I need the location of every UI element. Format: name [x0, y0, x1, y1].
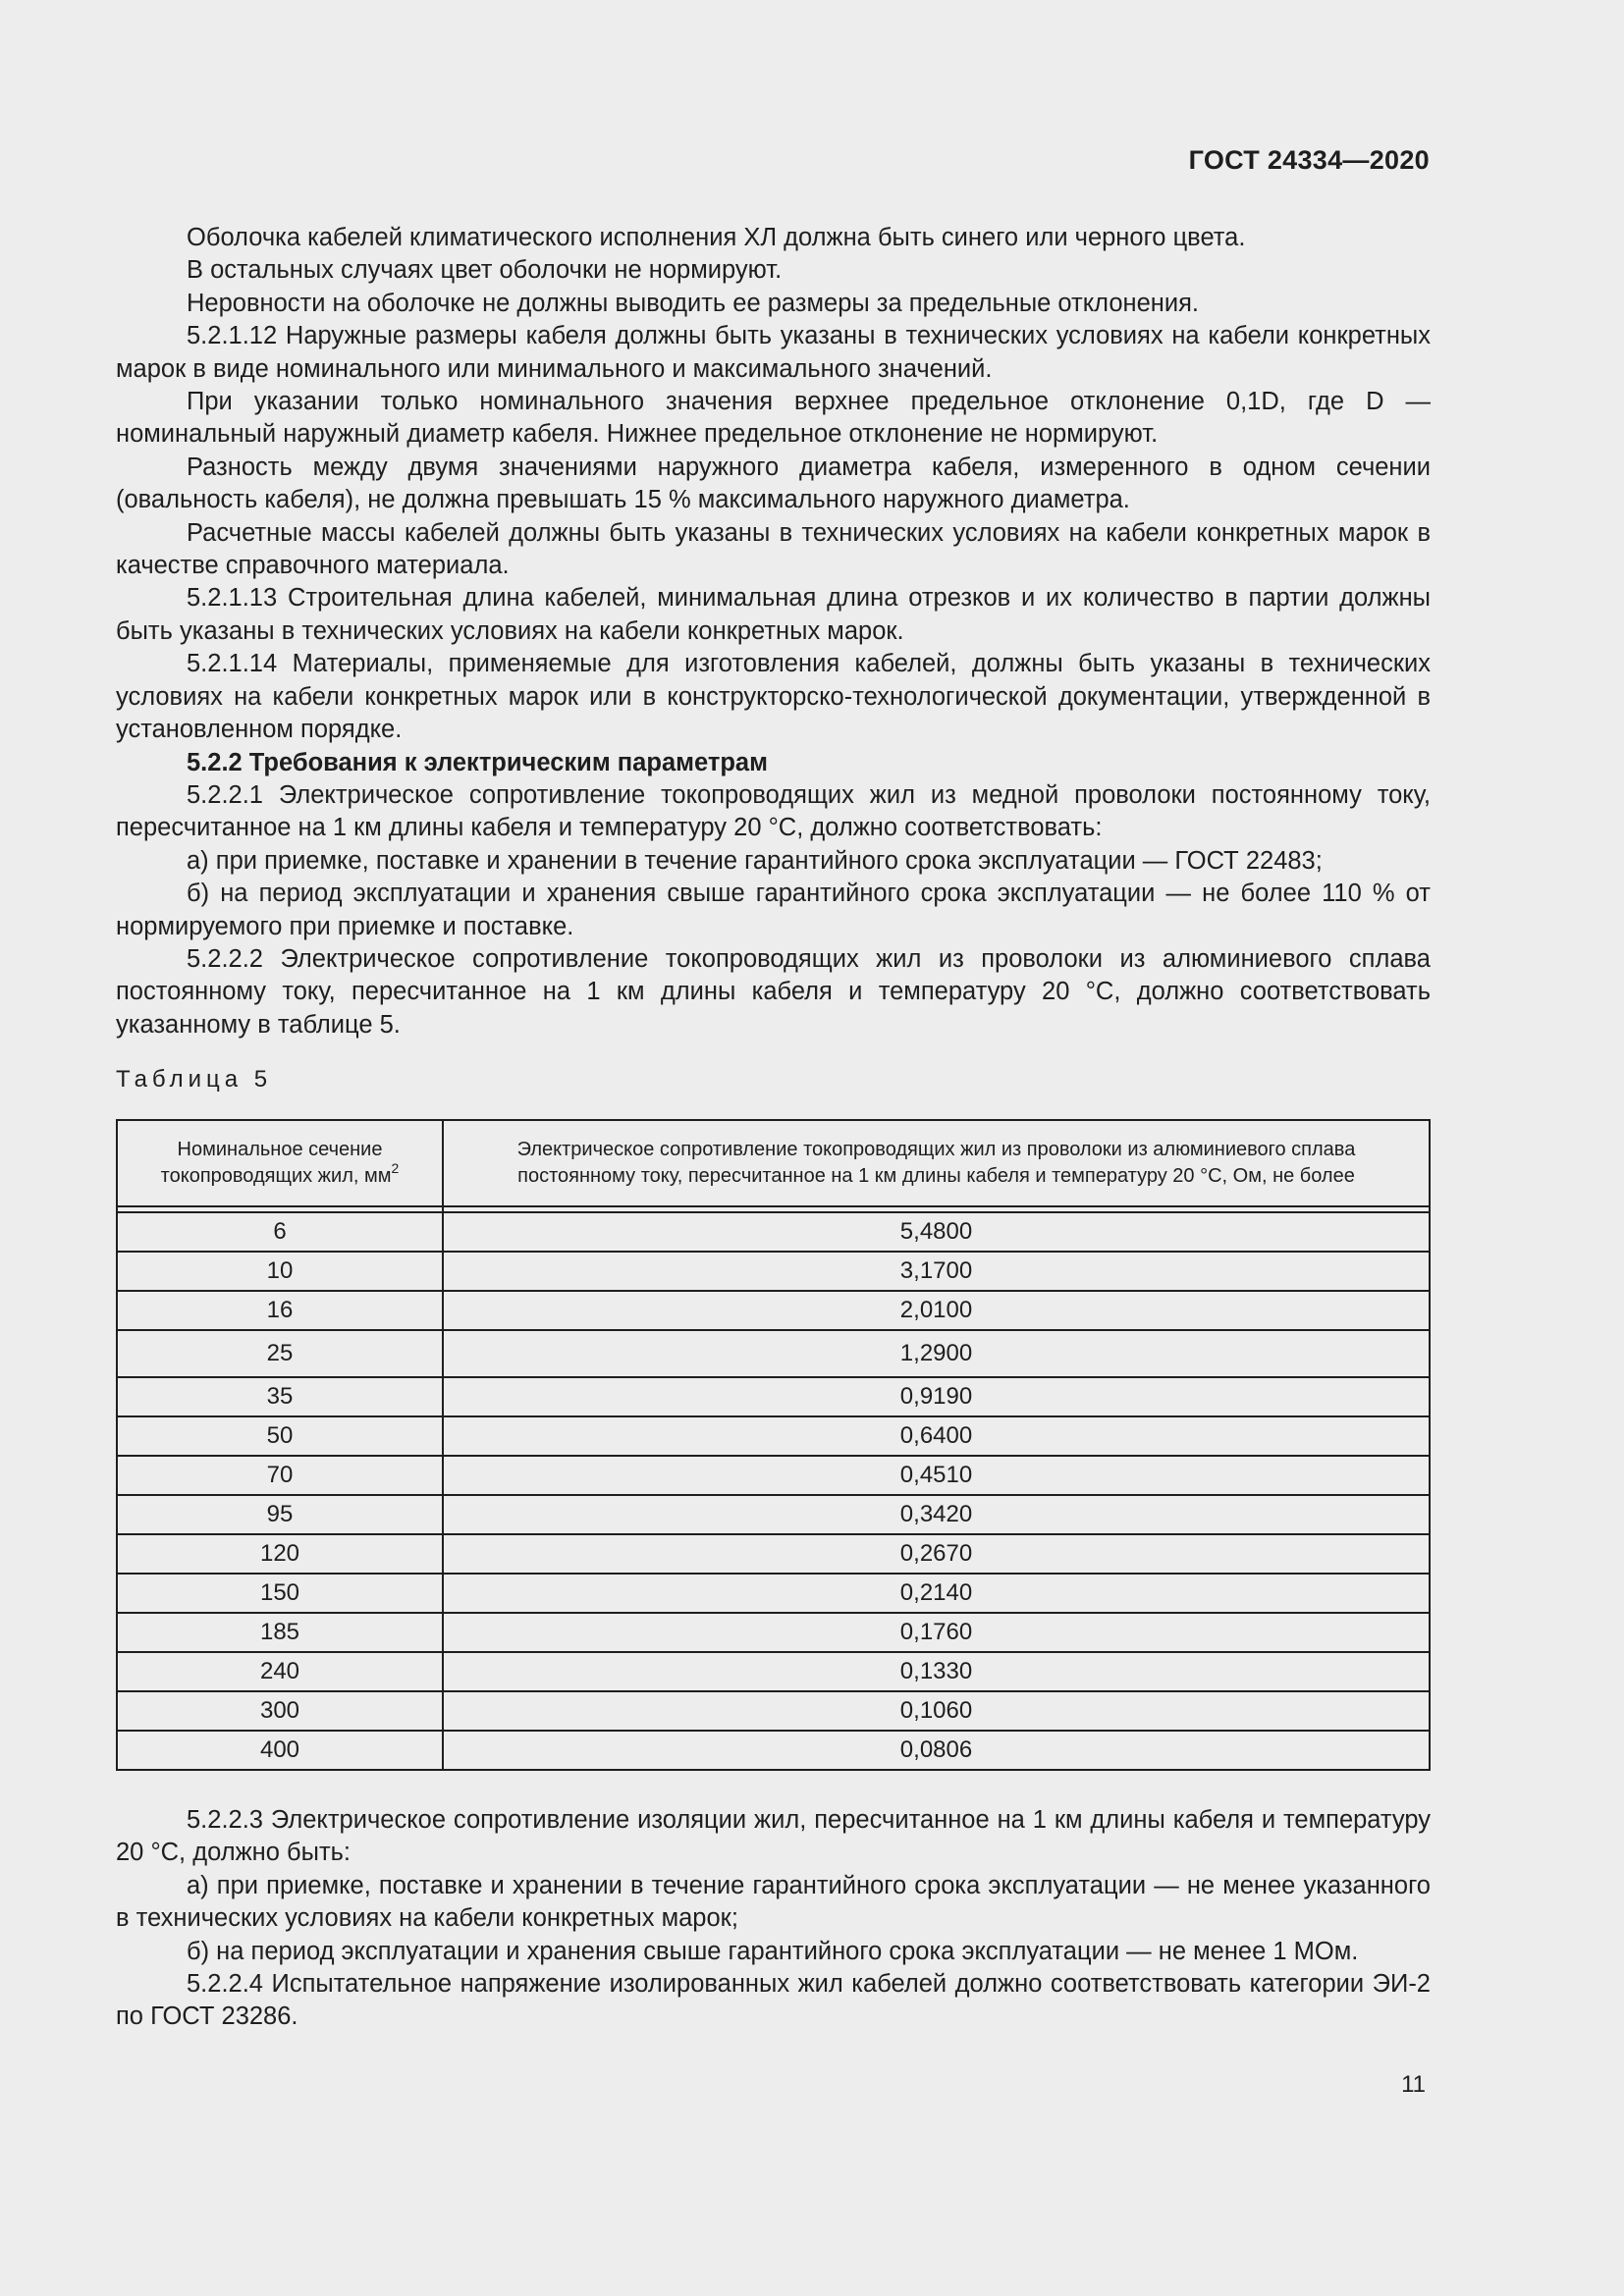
cross-section-cell: 400 [117, 1731, 443, 1770]
cross-section-cell: 120 [117, 1534, 443, 1574]
page-number: 11 [1401, 2071, 1426, 2098]
cross-section-cell: 150 [117, 1574, 443, 1613]
table-header-resistance: Электрическое сопротивление токопроводящих жил из проволоки из алюминиевого сплава постоянному току, пересчитанное на 1 км длины кабеля и температуру 20 °С, Ом, не более [443, 1120, 1430, 1206]
cross-section-cell: 10 [117, 1252, 443, 1291]
table-row [117, 1613, 1430, 1652]
paragraph: 5.2.2.3 Электрическое сопротивление изоляции жил, пересчитанное на 1 км длины кабеля и температуру 20 °С, должно быть: [116, 1806, 1431, 1867]
table-row [117, 1252, 1430, 1291]
cross-section-cell: 6 [117, 1212, 443, 1252]
resistance-cell: 2,0100 [443, 1291, 1430, 1330]
header-col1-text: Номинальное сечение токопроводящих жил, мм [160, 1139, 392, 1187]
paragraph: 5.2.2.2 Электрическое сопротивление токопроводящих жил из проволоки из алюминиевого сплава постоянному току, пересчитанное на 1 км длины кабеля и температуру 20 °С, должно соответствовать указанному в таблице 5. [116, 944, 1431, 1039]
cross-section-cell: 50 [117, 1416, 443, 1456]
table-row [117, 1416, 1430, 1456]
table-row [117, 1291, 1430, 1330]
resistance-cell: 0,1060 [443, 1691, 1430, 1731]
cross-section-cell: 35 [117, 1377, 443, 1416]
resistance-table [116, 1119, 1431, 1771]
cross-section-cell: 300 [117, 1691, 443, 1731]
resistance-cell: 0,9190 [443, 1377, 1430, 1416]
paragraph: 5.2.2.1 Электрическое сопротивление токопроводящих жил из медной проволоки постоянному току, пересчитанное на 1 км длины кабеля и температуру 20 °С, должно соответствовать: [116, 780, 1431, 842]
paragraph: 5.2.1.13 Строительная длина кабелей, минимальная длина отрезков и их количество в партии должны быть указаны в технических условиях на кабели конкретных марок. [116, 584, 1431, 645]
header-col1-sup: 2 [391, 1160, 400, 1176]
table-row [117, 1731, 1430, 1770]
table-caption: Таблица 5 [116, 1066, 273, 1094]
resistance-cell: 0,2140 [443, 1574, 1430, 1613]
table-row [117, 1495, 1430, 1534]
resistance-cell: 0,1330 [443, 1652, 1430, 1691]
resistance-cell: 0,6400 [443, 1416, 1430, 1456]
cross-section-cell: 240 [117, 1652, 443, 1691]
body-text-bottom [116, 1804, 1431, 2034]
table-header-cross-section [117, 1120, 443, 1206]
table-row [117, 1534, 1430, 1574]
section-heading: 5.2.2 Требования к электрическим параметрам [187, 748, 768, 776]
resistance-cell: 5,4800 [443, 1212, 1430, 1252]
paragraph: а) при приемке, поставке и хранении в течение гарантийного срока эксплуатации — ГОСТ 22483; [187, 846, 1323, 875]
paragraph: Расчетные массы кабелей должны быть указаны в технических условиях на кабели конкретных марок в качестве справочного материала. [116, 518, 1431, 580]
paragraph: Разность между двумя значениями наружного диаметра кабеля, измеренного в одном сечении (овальность кабеля), не должна превышать 15 % максимального наружного диаметра. [116, 453, 1431, 514]
resistance-cell: 0,4510 [443, 1456, 1430, 1495]
paragraph: а) при приемке, поставке и хранении в течение гарантийного срока эксплуатации — не менее указанного в технических условиях на кабели конкретных марок; [116, 1871, 1431, 1933]
cross-section-cell: 70 [117, 1456, 443, 1495]
paragraph: 5.2.1.12 Наружные размеры кабеля должны быть указаны в технических условиях на кабели конкретных марок в виде номинального или минимального и максимального значений. [116, 322, 1431, 383]
resistance-cell: 1,2900 [443, 1330, 1430, 1377]
paragraph: Оболочка кабелей климатического исполнения ХЛ должна быть синего или черного цвета. [187, 224, 1246, 251]
table-row [117, 1212, 1430, 1252]
paragraph: б) на период эксплуатации и хранения свыше гарантийного срока эксплуатации — не более 110 % от нормируемого при приемке и поставке. [116, 880, 1431, 940]
document-header: ГОСТ 24334—2020 [1188, 145, 1430, 175]
table-row [117, 1574, 1430, 1613]
paragraph: Неровности на оболочке не должны выводить ее размеры за предельные отклонения. [187, 289, 1200, 317]
cross-section-cell: 16 [117, 1291, 443, 1330]
resistance-cell: 3,1700 [443, 1252, 1430, 1291]
table-row [117, 1456, 1430, 1495]
resistance-cell: 0,1760 [443, 1613, 1430, 1652]
table-row [117, 1691, 1430, 1731]
cross-section-cell: 95 [117, 1495, 443, 1534]
table-row [117, 1330, 1430, 1377]
table-header-row [117, 1120, 1430, 1206]
body-text-top [116, 222, 1431, 1096]
table-row [117, 1377, 1430, 1416]
paragraph: В остальных случаях цвет оболочки не нормируют. [187, 256, 783, 285]
resistance-cell: 0,0806 [443, 1731, 1430, 1770]
table-row [117, 1652, 1430, 1691]
paragraph: При указании только номинального значения верхнее предельное отклонение 0,1D, где D — номинальный наружный диаметр кабеля. Нижнее предельное отклонение не нормируют. [116, 388, 1431, 449]
cross-section-cell: 185 [117, 1613, 443, 1652]
resistance-cell: 0,2670 [443, 1534, 1430, 1574]
paragraph: 5.2.2.4 Испытательное напряжение изолированных жил кабелей должно соответствовать категории ЭИ-2 по ГОСТ 23286. [116, 1970, 1431, 2031]
resistance-cell: 0,3420 [443, 1495, 1430, 1534]
paragraph: 5.2.1.14 Материалы, применяемые для изготовления кабелей, должны быть указаны в технических условиях на кабели конкретных марок или в конструкторско-технологической документации, утвержденной в установленном порядке. [116, 650, 1431, 744]
paragraph: б) на период эксплуатации и хранения свыше гарантийного срока эксплуатации — не менее 1 МОм. [187, 1937, 1359, 1965]
cross-section-cell: 25 [117, 1330, 443, 1377]
